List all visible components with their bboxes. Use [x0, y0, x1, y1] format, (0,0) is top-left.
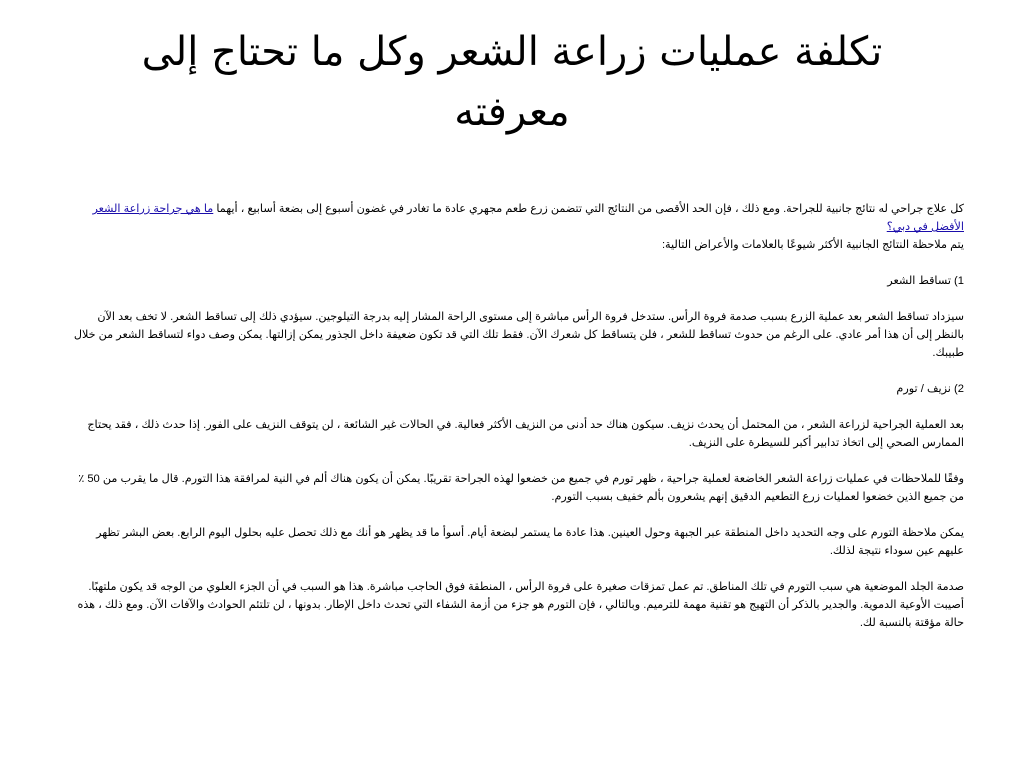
- paragraph: صدمة الجلد الموضعية هي سبب التورم في تلك المناطق. تم عمل تمزقات صغيرة على فروة الرأس ، المنطقة فوق الحاجب مباشرة. هذا هو السبب في أن الجزء العلوي من الوجه قد يكون ملتهبًا. أصيبت الأوعية الدموية. والجدير بالذكر أن التهيج هو تقنية مهمة للترميم. وبالتالي ، فإن التورم هو جزء من أزمة الشفاء التي تحدث داخل الإطار. بدونها ، لن تلتئم الحوادث والآفات الآن. ومع ذلك ، هذه حالة مؤقتة بالنسبة لك.: [77, 581, 964, 629]
- paragraph: يمكن ملاحظة التورم على وجه التحديد داخل المنطقة عبر الجبهة وحول العينين. هذا عادة ما يستمر لبضعة أيام. أسوأ ما قد يظهر هو أنك مع ذلك تحصل عليه بحلول اليوم الرابع. بعض البشر تظهر عليهم عين سوداء نتيجة لذلك.: [96, 527, 964, 557]
- intro-paragraph: [70, 200, 964, 236]
- lead-paragraph: يتم ملاحظة النتائج الجانبية الأكثر شيوعًا بالعلامات والأعراض التالية:: [661, 239, 964, 251]
- page-title: تكلفة عمليات زراعة الشعر وكل ما تحتاج إلى معرفته: [141, 29, 883, 135]
- paragraph: سيزداد تساقط الشعر بعد عملية الزرع بسبب صدمة فروة الرأس. ستدخل فروة الرأس مباشرة إلى مستوى الراحة المشار إليه بدرجة التيلوجين. سيؤدي ذلك إلى تساقط الشعر. لا تخف بعد الآن بالنظر إلى أن هذا أمر عادي. على الرغم من حدوث تساقط للشعر ، فلن يتساقط كل شعرك الآن. فقط تلك التي قد تكون ضعيفة داخل الجذور يمكن إزالتها. يمكن وصف دواء لتساقط الشعر من خلال طبيبك.: [73, 311, 964, 359]
- article-link[interactable]: ما هي جراحة زراعة الشعر الأفضل في دبي؟: [92, 203, 964, 233]
- section-heading-bleeding-swelling: 2) نزيف / تورم: [896, 383, 964, 395]
- paragraph: بعد العملية الجراحية لزراعة الشعر ، من المحتمل أن يحدث نزيف. سيكون هناك حد أدنى من النزيف الأكثر فعالية. في الحالات غير الشائعة ، لن يتوقف النزيف على الفور. إذا حدث ذلك ، فقد يحتاج الممارس الصحي إلى اتخاذ تدابير أكبر للسيطرة على النزيف.: [87, 419, 964, 449]
- section-heading-hair-loss: 1) تساقط الشعر: [887, 275, 964, 287]
- article-body: [70, 200, 964, 632]
- paragraph: وفقًا للملاحظات في عمليات زراعة الشعر الخاضعة لعملية جراحية ، ظهر تورم في جميع من خضعوا لهذه الجراحة تقريبًا. يمكن أن يكون هناك ألم في النية لمرافقة هذا التورم. قال ما يقرب من 50 ٪ من جميع الذين خضعوا لعمليات زرع التطعيم الدقيق إنهم يشعرون بألم خفيف بسبب التورم.: [78, 473, 964, 503]
- intro-text: كل علاج جراحي له نتائج جانبية للجراحة. ومع ذلك ، فإن الحد الأقصى من النتائج التي تتضمن زرع طعم مجهري عادة ما تغادر في غضون أسبوع إلى بضعة أسابيع ، أيهما: [213, 203, 964, 215]
